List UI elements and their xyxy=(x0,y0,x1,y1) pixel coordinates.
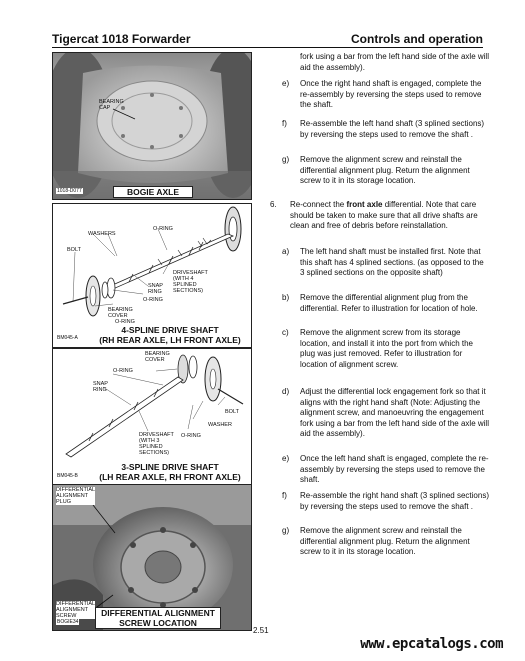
figure-id: BM045-A xyxy=(57,335,78,341)
label-bolt: BOLT xyxy=(67,247,81,253)
manual-title: Tigercat 1018 Forwarder xyxy=(52,32,191,46)
label-o-ring: O-RING xyxy=(115,319,135,325)
label-snap-ring: SNAP RING xyxy=(148,283,163,295)
paragraph-intro: fork using a bar from the left hand side of the axle will aid the assembly). xyxy=(300,52,489,72)
section-title: Controls and operation xyxy=(351,32,483,46)
bogie-axle-photo xyxy=(53,53,251,199)
label-washers: WASHERS xyxy=(88,231,116,237)
label-bearing-cap: BEARING CAP xyxy=(99,99,124,111)
watermark-url: www.epcatalogs.com xyxy=(360,636,503,652)
label-o-ring: O-RING xyxy=(143,297,163,303)
figure-differential-alignment xyxy=(52,484,252,631)
label-o-ring: O-RING xyxy=(153,226,173,232)
figure-caption: 3-SPLINE DRIVE SHAFT (LH REAR AXLE, RH FRONT AXLE) xyxy=(99,462,241,482)
label-alignment-screw: DIFFERENTIAL ALIGNMENT SCREW xyxy=(56,601,96,619)
figure-3-spline-shaft xyxy=(52,348,252,485)
figure-id: BOGIE34 xyxy=(57,619,79,625)
label-alignment-plug: DIFFERENTIAL ALIGNMENT PLUG xyxy=(56,487,96,505)
label-driveshaft: DRIVESHAFT (WITH 3 SPLINED SECTIONS) xyxy=(139,432,174,456)
figure-id: 1018-D077 xyxy=(57,188,82,194)
label-snap-ring: SNAP RING xyxy=(93,381,108,393)
figure-caption: BOGIE AXLE xyxy=(113,186,193,198)
label-washer: WASHER xyxy=(208,422,232,428)
label-o-ring: O-RING xyxy=(113,368,133,374)
page-header xyxy=(0,0,525,46)
header-rule xyxy=(52,47,483,48)
label-driveshaft: DRIVESHAFT (WITH 4 SPLINED SECTIONS) xyxy=(173,270,208,294)
figure-bogie-axle xyxy=(52,52,252,200)
label-bolt: BOLT xyxy=(225,409,239,415)
label-bearing-cover: BEARING COVER xyxy=(108,307,133,319)
figure-caption: DIFFERENTIAL ALIGNMENT SCREW LOCATION xyxy=(95,607,221,629)
figure-4-spline-shaft xyxy=(52,203,252,348)
page-number: 2.51 xyxy=(253,626,269,635)
label-o-ring: O-RING xyxy=(181,433,201,439)
figure-caption: 4-SPLINE DRIVE SHAFT (RH REAR AXLE, LH FRONT AXLE) xyxy=(99,325,241,345)
figure-id: BM045-B xyxy=(57,473,78,479)
label-bearing-cover: BEARING COVER xyxy=(145,351,170,363)
